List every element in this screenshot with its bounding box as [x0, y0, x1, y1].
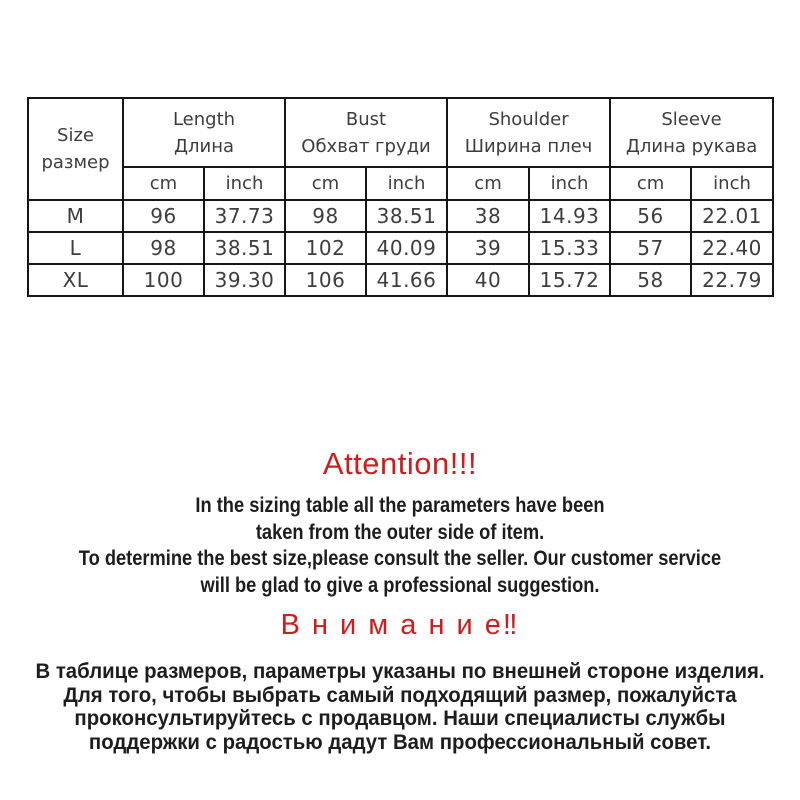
cell-sleeve-cm: 58	[610, 264, 691, 296]
cell-length-cm: 96	[123, 200, 204, 232]
cell-bust-cm: 98	[285, 200, 366, 232]
cell-bust-inch: 38.51	[366, 200, 447, 232]
notice-line: In the sizing table all the parameters have been	[195, 494, 605, 517]
table-header-row	[28, 98, 773, 167]
cell-sleeve-inch: 22.40	[691, 232, 773, 264]
header-shoulder	[447, 98, 610, 167]
size-table	[27, 97, 774, 297]
header-length	[123, 98, 285, 167]
unit-bust-cm: cm	[285, 167, 366, 200]
header-size-ru: размер	[41, 152, 110, 173]
header-length-ru: Длина	[173, 135, 235, 157]
header-bust-ru: Обхват груди	[301, 135, 431, 157]
cell-length-inch: 39.30	[204, 264, 285, 296]
unit-bust-inch: inch	[366, 167, 447, 200]
cell-size: XL	[28, 264, 123, 296]
notice-line: taken from the outer side of item.	[255, 521, 545, 544]
cell-length-inch: 38.51	[204, 232, 285, 264]
header-size	[28, 98, 123, 200]
size-table-container	[27, 97, 774, 297]
table-row-m	[28, 200, 773, 232]
notice-line: поддержки с радостью дадут Вам профессиональный совет.	[88, 730, 712, 754]
cell-bust-inch: 41.66	[366, 264, 447, 296]
table-row-xl	[28, 264, 773, 296]
notice-line: Для того, чтобы выбрать самый подходящий размер, пожалуйста	[63, 683, 737, 707]
notice-line: To determine the best size,please consult the seller. Our customer service	[78, 547, 722, 570]
attention-title-ru: В н и м а н и е‼	[280, 609, 520, 641]
cell-length-inch: 37.73	[204, 200, 285, 232]
cell-length-cm: 100	[123, 264, 204, 296]
unit-length-inch: inch	[204, 167, 285, 200]
header-sleeve-ru: Длина рукава	[625, 135, 758, 157]
cell-size: M	[28, 200, 123, 232]
cell-sleeve-cm: 56	[610, 200, 691, 232]
header-sleeve	[610, 98, 773, 167]
notice-line: will be glad to give a professional suggestion.	[200, 574, 600, 597]
table-units-row	[28, 167, 773, 200]
cell-shoulder-inch: 15.33	[529, 232, 610, 264]
notice-paragraph-en-1	[52, 492, 748, 546]
cell-length-cm: 98	[123, 232, 204, 264]
header-length-en: Length	[172, 108, 236, 130]
cell-bust-cm: 106	[285, 264, 366, 296]
cell-bust-inch: 40.09	[366, 232, 447, 264]
cell-sleeve-inch: 22.01	[691, 200, 773, 232]
cell-sleeve-inch: 22.79	[691, 264, 773, 296]
cell-bust-cm: 102	[285, 232, 366, 264]
notice-paragraph-en-2	[52, 545, 748, 599]
unit-length-cm: cm	[123, 167, 204, 200]
unit-sleeve-cm: cm	[610, 167, 691, 200]
notice-paragraph-ru	[12, 660, 788, 754]
notice-line: проконсультируйтесь с продавцом. Наши специалисты службы	[74, 707, 726, 730]
unit-shoulder-inch: inch	[529, 167, 610, 200]
cell-shoulder-cm: 39	[447, 232, 529, 264]
header-bust-en: Bust	[345, 108, 387, 130]
header-shoulder-en: Shoulder	[488, 108, 569, 130]
unit-shoulder-cm: cm	[447, 167, 529, 200]
cell-shoulder-inch: 14.93	[529, 200, 610, 232]
header-bust	[285, 98, 447, 167]
cell-shoulder-inch: 15.72	[529, 264, 610, 296]
unit-sleeve-inch: inch	[691, 167, 773, 200]
notice-line: В таблице размеров, параметры указаны по внешней стороне изделия.	[35, 660, 765, 683]
cell-shoulder-cm: 40	[447, 264, 529, 296]
header-size-en: Size	[57, 125, 94, 146]
table-row-l	[28, 232, 773, 264]
cell-size: L	[28, 232, 123, 264]
header-sleeve-en: Sleeve	[661, 108, 722, 130]
header-shoulder-ru: Ширина плеч	[464, 135, 593, 157]
attention-title-en: Attention!!!	[322, 446, 478, 481]
cell-shoulder-cm: 38	[447, 200, 529, 232]
cell-sleeve-cm: 57	[610, 232, 691, 264]
